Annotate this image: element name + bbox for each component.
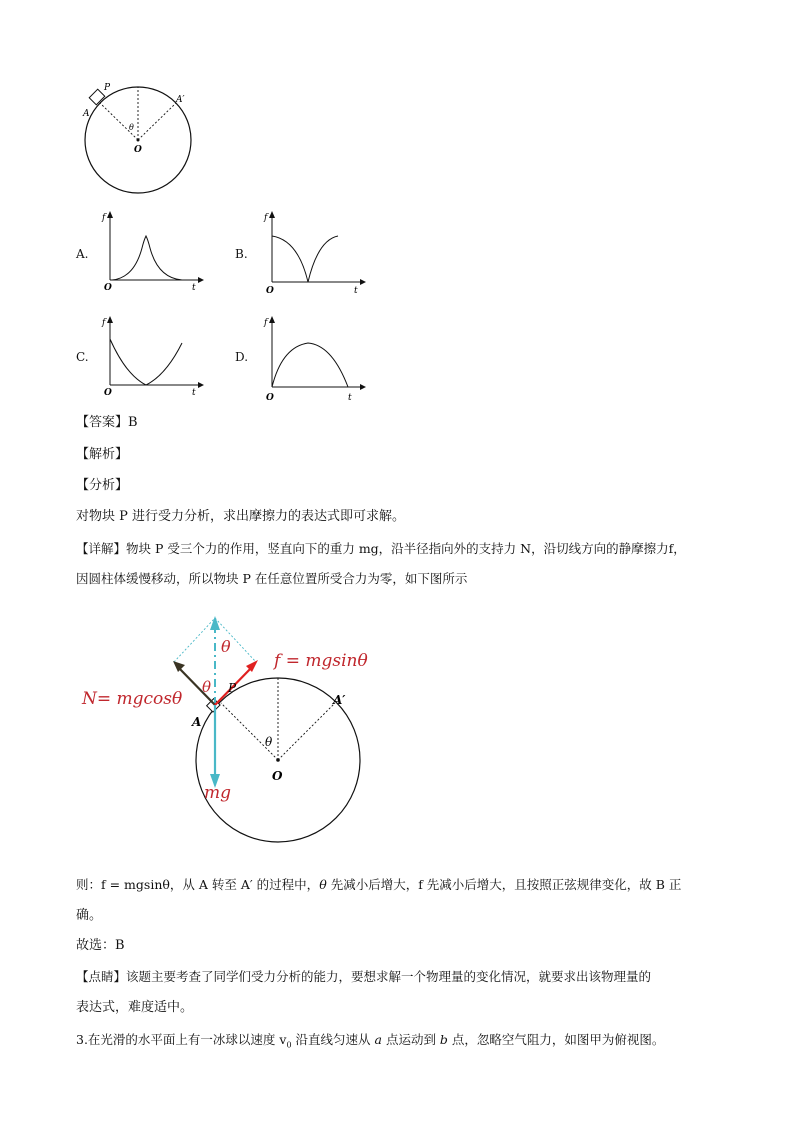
comment-line-2: 表达式，难度适中。 xyxy=(76,1000,194,1015)
detail-line-1: 【详解】物块 P 受三个力的作用，竖直向下的重力 mg，沿半径指向外的支持力 N，沿切线方向的静摩擦力f， xyxy=(76,541,686,556)
analysis-text: 对物块 P 进行受力分析，求出摩擦力的表达式即可求解。 xyxy=(76,509,406,524)
label-A: A xyxy=(83,109,90,119)
N-label: N= mgcosθ xyxy=(82,689,183,709)
center-dot xyxy=(137,139,140,142)
label-O: O xyxy=(134,145,142,155)
next-q-part-d: 点，忽略空气阻力，如图甲为俯视图。 xyxy=(447,1032,665,1047)
theta-mid-label: θ xyxy=(202,678,212,696)
curve-D xyxy=(272,343,348,387)
label-P: P xyxy=(104,83,111,93)
option-D-graph xyxy=(262,315,367,403)
next-question xyxy=(76,1031,664,1055)
y-axis-label: f xyxy=(102,318,106,328)
next-q-subscript: 0 xyxy=(286,1040,292,1050)
x-axis-label: t xyxy=(192,388,196,398)
option-C-letter: C. xyxy=(76,350,89,364)
x-axis-label: t xyxy=(354,286,358,295)
label-theta: θ xyxy=(129,123,134,132)
curve-B xyxy=(272,236,338,282)
conclusion-part-b: 先减小后增大，f 先减小后增大，且按照正弦规律变化，故 B 正 xyxy=(326,877,682,892)
option-A-letter: A. xyxy=(76,247,89,261)
top-circle-figure xyxy=(76,78,206,198)
comment-line-1: 【点睛】该题主要考查了同学们受力分析的能力，要想求解一个物理量的变化情况，就要求出该物理量的 xyxy=(76,969,652,984)
option-D-letter: D. xyxy=(235,350,249,364)
force-diagram xyxy=(76,610,396,850)
y-axis-label: f xyxy=(264,318,268,328)
point-a: a xyxy=(374,1032,382,1047)
origin-label: O xyxy=(266,393,274,403)
next-q-part-c: 点运动到 xyxy=(381,1032,440,1047)
next-q-part-a: 3.在光滑的水平面上有一冰球以速度 v xyxy=(76,1032,287,1047)
label-P: P xyxy=(228,681,237,695)
radius-to-A-prime xyxy=(138,103,176,140)
f-label: f = mgsinθ xyxy=(274,651,368,671)
curve-C xyxy=(110,339,182,385)
curve-A xyxy=(112,236,182,280)
next-q-part-b: 沿直线匀速从 xyxy=(291,1032,375,1047)
x-axis-label: t xyxy=(192,283,196,290)
origin-label: O xyxy=(104,388,112,398)
label-O: O xyxy=(272,769,283,783)
x-axis-label: t xyxy=(348,393,352,403)
origin-label: O xyxy=(104,283,112,290)
y-axis-label: f xyxy=(264,213,268,223)
choose-line: 故选：B xyxy=(76,938,125,953)
block-P xyxy=(89,89,105,105)
label-A-prime: A′ xyxy=(176,95,185,105)
detail-line-2: 因圆柱体缓慢移动，所以物块 P 在任意位置所受合力为零，如下图所示 xyxy=(76,571,468,586)
option-A-graph xyxy=(100,210,205,290)
conclusion-line-2: 确。 xyxy=(76,908,103,923)
radius-to-A xyxy=(221,703,278,760)
theta-top-label: θ xyxy=(221,637,231,656)
resultant-arrow-head xyxy=(210,616,220,630)
point-b: b xyxy=(439,1032,448,1047)
label-A-prime: A′ xyxy=(333,693,346,707)
mg-label: mg xyxy=(204,783,232,803)
label-A: A xyxy=(192,715,202,729)
option-B-letter: B. xyxy=(235,247,248,261)
answer-line: 【答案】B xyxy=(76,415,138,430)
N-arrow-head xyxy=(173,661,185,672)
option-B-graph xyxy=(262,210,367,295)
radius-to-A-prime xyxy=(278,703,335,760)
option-C-graph xyxy=(100,315,205,400)
origin-label: O xyxy=(266,286,274,295)
jiexi-heading: 【解析】 xyxy=(76,447,129,462)
conclusion-theta: θ xyxy=(319,877,327,892)
parallelogram-dashed-1 xyxy=(174,618,215,662)
fenxi-heading: 【分析】 xyxy=(76,478,129,493)
radius-to-A xyxy=(100,103,138,140)
theta-center-label: θ xyxy=(265,735,273,749)
y-axis-label: f xyxy=(102,213,106,223)
center-dot xyxy=(276,758,280,762)
conclusion-part-a: 则：f = mgsinθ，从 A 转至 A′ 的过程中， xyxy=(76,877,320,892)
conclusion-line-1 xyxy=(76,876,681,894)
